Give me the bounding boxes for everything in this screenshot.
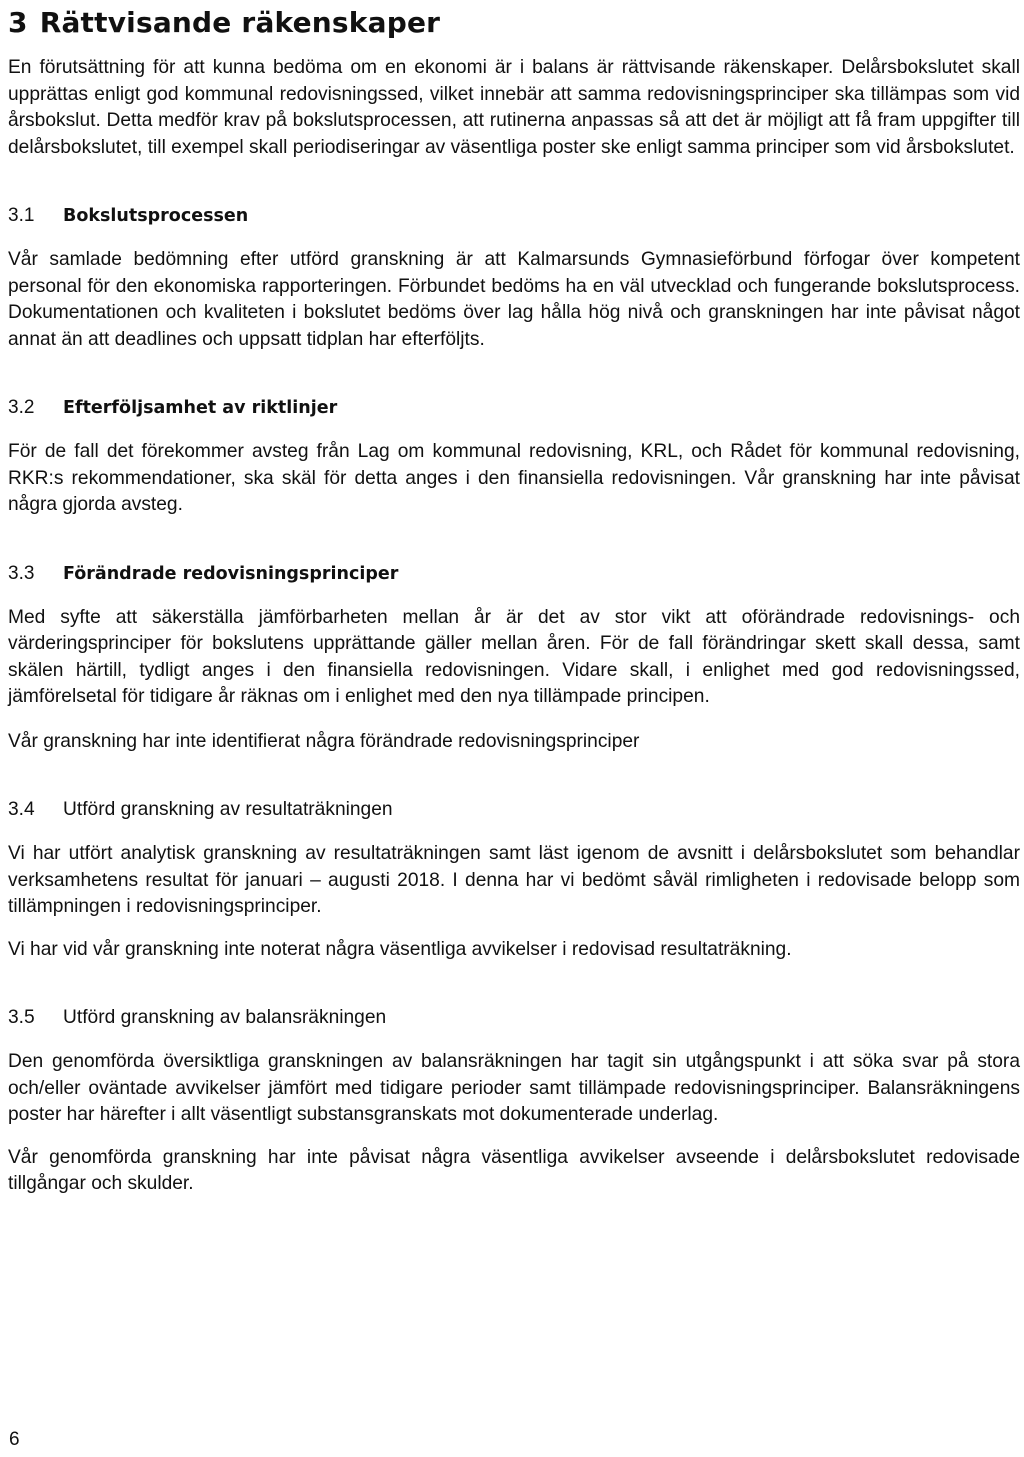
section-intro-paragraph: En förutsättning för att kunna bedöma om en ekonomi är i balans är rättvisande räkenskaper. Delårsbokslutet skall upprättas enligt god kommunal redovisningssed, vilket innebär att samma redovisningsprinciper ska tillämpas som vid årsbokslut. Detta medför krav på bokslutsprocessen, att rutinerna anpassas så att det är möjligt att få fram uppgifter till delårsbokslutet, till exempel skall periodiseringar av väsentliga poster ske enligt samma principer som vid årsbokslutet. [8, 57, 1020, 158]
subsection-number: 3.3 [8, 562, 35, 584]
subsection-title: Efterföljsamhet av riktlinjer [63, 398, 338, 418]
section-number: 3 [8, 6, 28, 39]
page-number: 6 [9, 1429, 20, 1450]
subsection-heading-3-4 [8, 797, 1020, 823]
subsection-number: 3.4 [8, 799, 35, 820]
section-heading [8, 4, 1020, 42]
subsection-heading-3-5 [8, 1005, 1020, 1031]
subsection-heading-3-1 [8, 203, 1020, 229]
subsection-title: Förändrade redovisningsprinciper [63, 563, 399, 584]
subsection-paragraph: Vi har utfört analytisk granskning av resultaträkningen samt läst igenom de avsnitt i delårsbokslutet som behandlar verksamhetens resultat för januari – augusti 2018. I denna har vi bedömt såväl rimligheten i redovisade belopp som tillämpningen i redovisningsprinciper. [8, 843, 1020, 917]
subsection-heading-3-2 [8, 395, 1020, 421]
subsection-number: 3.2 [8, 397, 35, 418]
subsection-paragraph: Vår samlade bedömning efter utförd granskning är att Kalmarsunds Gymnasieförbund förfogar över kompetent personal för den ekonomiska rapporteringen. Förbundet bedöms ha en väl utvecklad och fungerande bokslutsprocess. Dokumentationen och kvaliteten i bokslutet bedöms över lag hålla hög nivå och granskningen har inte påvisat något annat än att deadlines och uppsatt tidplan har efterföljts. [8, 249, 1020, 350]
subsection-paragraph: Vi har vid vår granskning inte noterat några väsentliga avvikelser i redovisad resultaträkning. [8, 938, 792, 960]
subsection-title: Utförd granskning av balansräkningen [63, 1007, 387, 1028]
subsection-paragraph: Vår granskning har inte identifierat några förändrade redovisningsprinciper [8, 730, 640, 752]
section-title: Rättvisande räkenskaper [39, 6, 441, 39]
subsection-number: 3.5 [8, 1007, 35, 1028]
subsection-title: Bokslutsprocessen [63, 206, 249, 226]
subsection-title: Utförd granskning av resultaträkningen [63, 799, 393, 820]
subsection-number: 3.1 [8, 205, 35, 226]
subsection-paragraph: Vår genomförda granskning har inte påvisat några väsentliga avvikelser avseende i delårsbokslutet redovisade tillgångar och skulder. [8, 1146, 1020, 1194]
subsection-paragraph: Med syfte att säkerställa jämförbarheten mellan år är det av stor vikt att oförändrade redovisnings- och värderingsprinciper för bokslutens upprättande gäller mellan åren. För de fall förändringar skett skall dessa, samt skälen härtill, tydligt anges i den finansiella redovisningen. Vidare skall, i enlighet med god redovisningssed, jämförelsetal för tidigare år räknas om i enlighet med den nya tillämpade principen. [8, 606, 1020, 707]
subsection-heading-3-3 [8, 561, 1020, 587]
subsection-paragraph: För de fall det förekommer avsteg från Lag om kommunal redovisning, KRL, och Rådet för kommunal redovisning, RKR:s rekommendationer, ska skäl för detta anges i den finansiella redovisningen. Vår granskning har inte påvisat några gjorda avsteg. [8, 441, 1020, 515]
subsection-paragraph: Den genomförda översiktliga granskningen av balansräkningen har tagit sin utgångspunkt i att söka svar på stora och/eller oväntade avvikelser jämfört med tidigare perioder samt tillämpade redovisningsprinciper. Balansräkningens poster har härefter i allt väsentligt substansgranskats mot dokumenterade underlag. [8, 1051, 1020, 1125]
document-page [8, 0, 1020, 1198]
